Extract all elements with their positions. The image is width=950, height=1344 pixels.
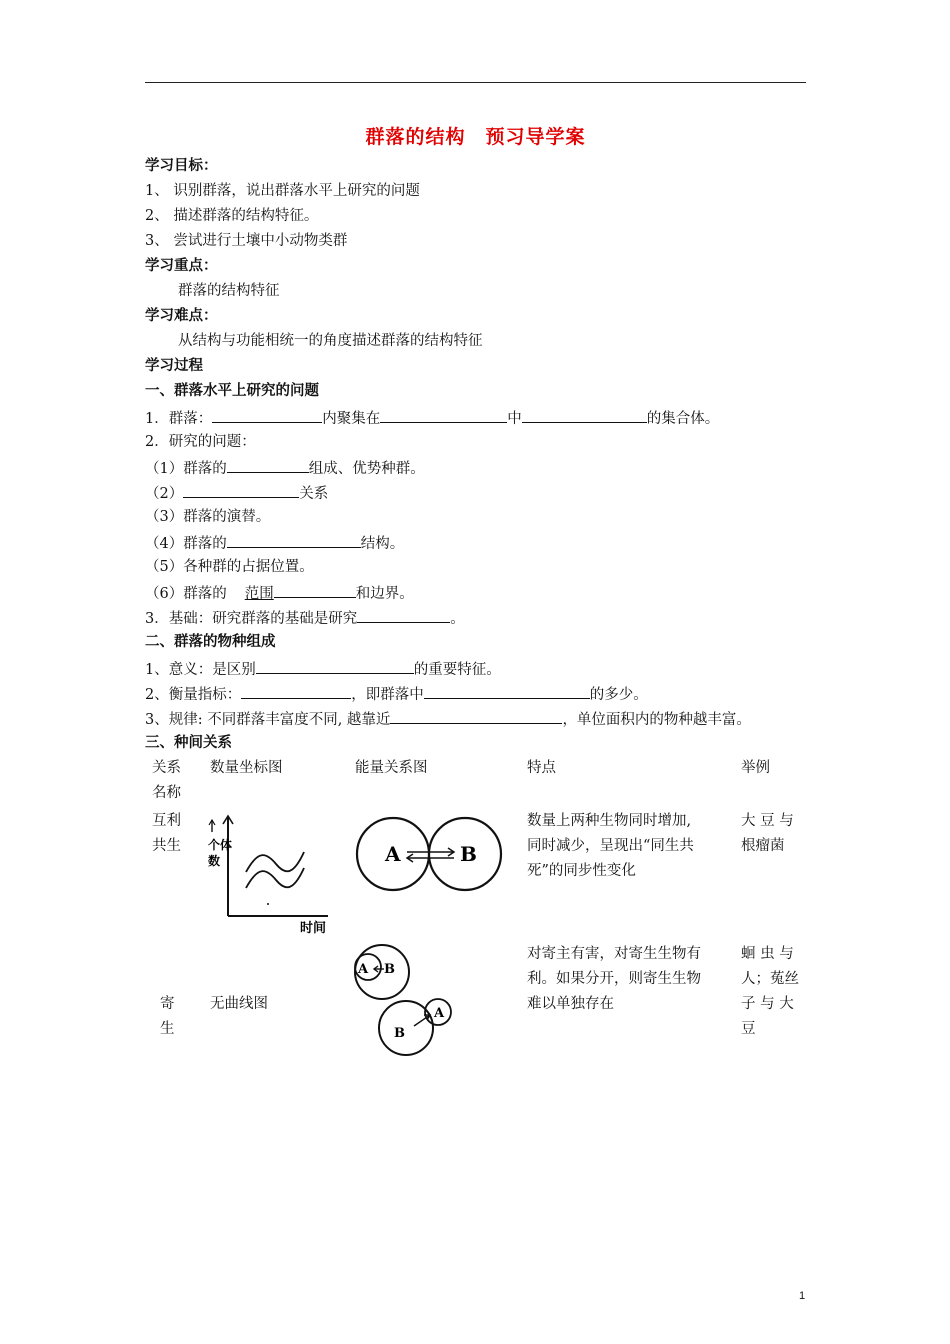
- col-header-example: 举例: [741, 760, 770, 776]
- item-text: 关系: [299, 486, 329, 502]
- row2-name: [160, 992, 175, 1042]
- item-text: 的重要特征。: [413, 662, 501, 678]
- row1-name: [152, 809, 181, 859]
- objective-2: 2、 描述群落的结构特征。: [145, 208, 319, 224]
- label-a-bottom: A: [434, 1006, 445, 1021]
- item-text: （1）群落的: [145, 461, 227, 477]
- name-text: 生: [160, 1021, 175, 1037]
- col-header-graph: 数量坐标图: [210, 760, 283, 776]
- label-a-top: A: [358, 962, 369, 977]
- item-text: （4）群落的: [145, 536, 227, 552]
- name-text: 共生: [152, 838, 181, 854]
- row1-example: [741, 809, 794, 859]
- item-text: ，即群落中: [351, 687, 424, 703]
- row2-feature: [527, 942, 701, 1017]
- row2-graph: 无曲线图: [210, 996, 268, 1012]
- s1q1-part-b: 内聚集在: [322, 411, 381, 427]
- row1-feature: [527, 809, 694, 884]
- fill-blank[interactable]: [380, 408, 507, 423]
- label-b: B: [460, 842, 477, 866]
- item-text: 3．基础：研究群落的基础是研究: [145, 611, 358, 627]
- item-text: 。: [450, 611, 465, 627]
- header-rule: [145, 82, 806, 83]
- item-text: （6）群落的: [145, 586, 227, 602]
- mutualism-population-graph: [200, 812, 340, 937]
- s1-question-3: [145, 608, 465, 628]
- col-header-energy: 能量关系图: [355, 760, 428, 776]
- section1-heading: 一、群落水平上研究的问题: [145, 383, 319, 399]
- objective-3: 3、 尝试进行土壤中小动物类群: [145, 233, 348, 249]
- y-axis-label-2: 数: [208, 854, 221, 868]
- feature-line: 利。如果分开，则寄生生物: [527, 971, 701, 987]
- fill-blank[interactable]: [212, 408, 322, 423]
- item-text: 的多少。: [589, 687, 648, 703]
- feature-line: 死”的同步性变化: [527, 863, 636, 879]
- feature-line: 难以单独存在: [527, 996, 614, 1012]
- fill-blank[interactable]: [227, 533, 361, 548]
- fill-blank[interactable]: [256, 659, 414, 674]
- header-text: 关系: [152, 760, 181, 776]
- species-a-curve: [246, 852, 304, 872]
- s1-question-2: 2．研究的问题：: [145, 434, 256, 450]
- s2-question-2: [145, 684, 648, 704]
- example-line: 人；菟丝: [741, 971, 799, 987]
- section2-heading: 二、群落的物种组成: [145, 634, 276, 650]
- fill-blank[interactable]: [390, 709, 562, 724]
- keypoint-heading: 学习重点：: [145, 258, 218, 274]
- page-number: 1: [799, 1290, 806, 1302]
- fill-blank[interactable]: [274, 583, 356, 598]
- feature-line: 对寄主有害，对寄生生物有: [527, 946, 701, 962]
- s2-question-3: [145, 709, 751, 729]
- example-line: 大 豆 与: [741, 813, 794, 829]
- s1-item-4: [145, 533, 404, 553]
- y-axis-label-1: 个体: [208, 838, 233, 852]
- fill-blank[interactable]: [424, 684, 590, 699]
- process-heading: 学习过程: [145, 358, 203, 374]
- item-text: 结构。: [360, 536, 405, 552]
- example-line: 子 与 大: [741, 996, 794, 1012]
- name-text: 寄: [160, 996, 175, 1012]
- item-text: 1、意义：是区别: [145, 662, 256, 678]
- feature-line: 同时减少，呈现出“同生共: [527, 838, 694, 854]
- s1q1-part-c: 中: [507, 411, 522, 427]
- item-text: ，单位面积内的物种越丰富。: [562, 712, 751, 728]
- label-a: A: [385, 842, 401, 866]
- objectives-heading: 学习目标：: [145, 158, 218, 174]
- label-b-top: B: [384, 962, 395, 977]
- dot: [267, 903, 269, 905]
- feature-line: 数量上两种生物同时增加,: [527, 813, 692, 829]
- example-line: 根瘤菌: [741, 838, 785, 854]
- difficulty-heading: 学习难点：: [145, 308, 218, 324]
- fill-blank[interactable]: [241, 684, 351, 699]
- s1-item-5: （5）各种群的占据位置。: [145, 559, 314, 575]
- col-header-feature: 特点: [527, 760, 556, 776]
- fill-blank[interactable]: [522, 408, 647, 423]
- fill-blank[interactable]: [357, 608, 450, 623]
- objective-1: 1、 识别群落，说出群落水平上研究的问题: [145, 183, 420, 199]
- mutualism-energy-diagram: [352, 814, 507, 894]
- x-axis-label: 时间: [300, 921, 327, 936]
- example-line: 豆: [741, 1021, 756, 1037]
- species-b-curve: [246, 868, 304, 888]
- s1-item-1: [145, 458, 425, 478]
- col-header-name: [152, 756, 181, 806]
- underlined-text: 范围: [244, 586, 274, 602]
- s1q1-part-d: 的集合体。: [646, 411, 720, 427]
- section3-heading: 三、种间关系: [145, 735, 232, 751]
- fill-blank[interactable]: [227, 458, 309, 473]
- name-text: 互利: [152, 813, 181, 829]
- item-text: 组成、优势种群。: [308, 461, 425, 477]
- s1-item-6: [145, 583, 414, 603]
- keypoint-text: 群落的结构特征: [178, 283, 280, 299]
- item-text: 2、衡量指标：: [145, 687, 242, 703]
- parasitism-energy-diagram: [350, 940, 460, 1058]
- s1-item-2: [145, 483, 328, 503]
- s1-question-1: [145, 408, 719, 428]
- s1-item-3: （3）群落的演替。: [145, 509, 271, 525]
- item-text: 和边界。: [355, 586, 414, 602]
- s1q1-part-a: 1．群落：: [145, 411, 213, 427]
- row2-example: [741, 942, 799, 1042]
- item-text: （2）: [145, 486, 184, 502]
- header-text: 名称: [152, 785, 181, 801]
- item-text: 3、规律: 不同群落丰富度不同, 越靠近: [145, 712, 391, 728]
- difficulty-text: 从结构与功能相统一的角度描述群落的结构特征: [178, 333, 483, 349]
- page-title: 群落的结构 预习导学案: [365, 126, 586, 148]
- s2-question-1: [145, 659, 501, 679]
- label-b-bottom: B: [394, 1026, 405, 1041]
- example-line: 蛔 虫 与: [741, 946, 794, 962]
- fill-blank[interactable]: [183, 483, 299, 498]
